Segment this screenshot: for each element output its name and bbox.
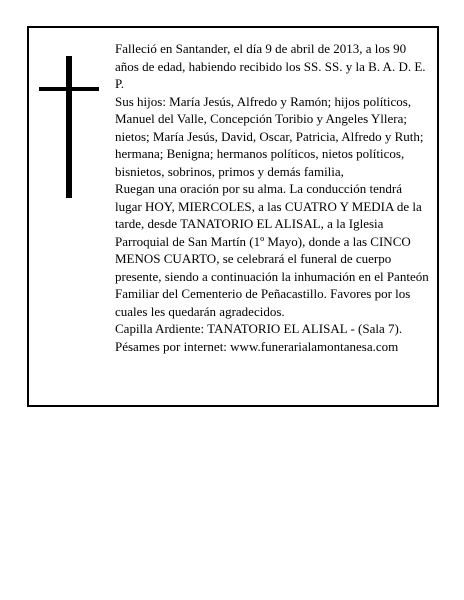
obituary-text [115,40,431,355]
cross-vertical-bar [66,56,72,198]
cross-horizontal-bar [39,87,99,91]
condolences-website: Pésames por internet: www.funerarialamontanesa.com [115,338,399,354]
death-announcement: Falleció en Santander, el día 9 de abril de 2013, a los 90 años de edad, habiendo recibido los SS. SS. y la B. A. D. E. P. [115,41,426,91]
obituary-notice-frame [27,26,439,407]
family-list: Sus hijos: María Jesús, Alfredo y Ramón; hijos políticos, Manuel del Valle, Concepción Toribio y Angeles Yllera; nietos; María Jesús, David, Oscar, Patricia, Alfredo y Ruth; hermana; Benigna; hermanos políticos, nietos políticos, bisnietos, sobrinos, primos y demás familia, [115,93,424,179]
chapel-info: Capilla Ardiente: TANATORIO EL ALISAL - (Sala 7). [115,321,403,336]
funeral-details: Ruegan una oración por su alma. La conducción tendrá lugar HOY, MIERCOLES, a las CUATRO Y MEDIA de la tarde, desde TANATORIO EL ALISAL, a la Iglesia Parroquial de San Martín (1º Mayo), donde a las CINCO MENOS CUARTO, se celebrará el funeral de cuerpo presente, siendo a continuación la inhumación en el Panteón Familiar del Cementerio de Peñacastillo. Favores por los cuales les quedarán agradecidos. [115,181,429,319]
latin-cross-icon [39,56,99,198]
